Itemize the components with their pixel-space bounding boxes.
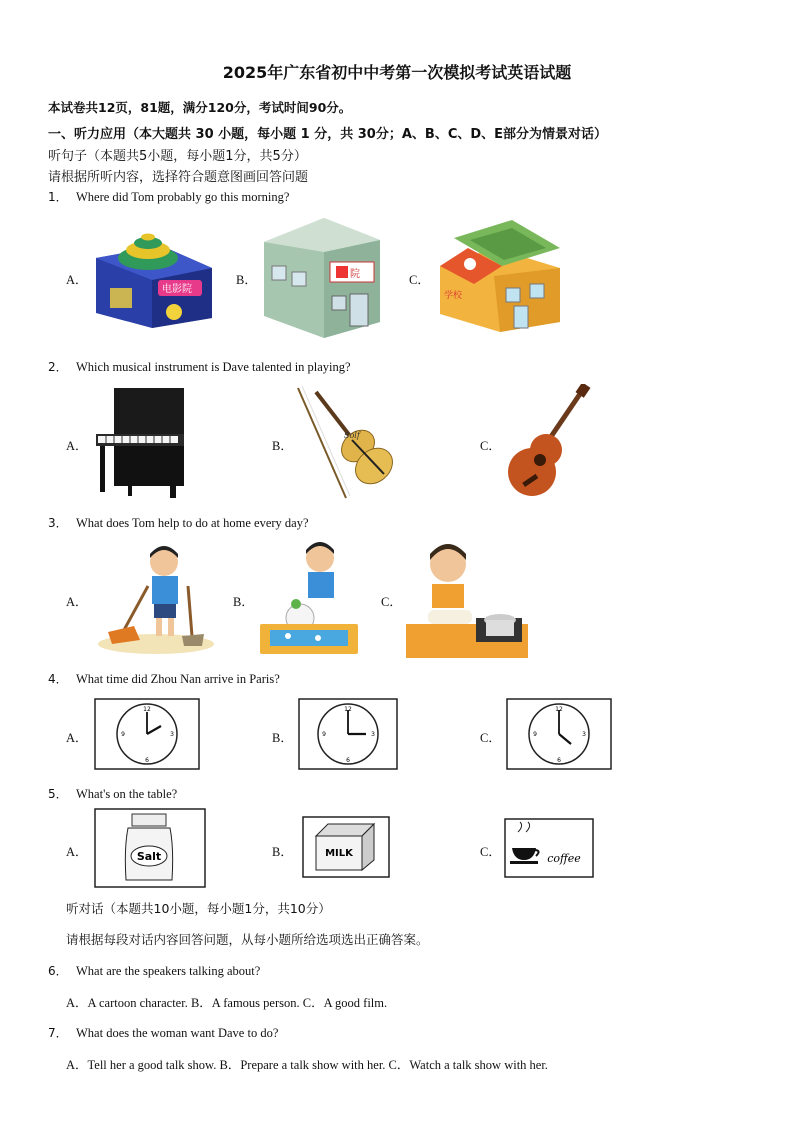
svg-text:3: 3: [170, 731, 174, 738]
q3-option-b-label[interactable]: B．: [233, 595, 254, 609]
q1-option-a-label[interactable]: A．: [66, 273, 88, 287]
svg-text:6: 6: [557, 757, 561, 764]
exam-meta: 本试卷共12页，81题，满分120分，考试时间90分。: [48, 100, 352, 115]
sweeping-boy-image[interactable]: [94, 540, 218, 658]
clock-b-image[interactable]: [298, 698, 398, 770]
svg-text:Salt: Salt: [136, 850, 162, 863]
q4-option-a-label[interactable]: A．: [66, 731, 88, 745]
svg-text:学校: 学校: [444, 291, 463, 301]
section-heading: 一、听力应用（本大题共 30 小题，每小题 1 分，共 30分；A、B、C、D、E部分为情景对话）: [48, 127, 608, 142]
q5-option-c-label[interactable]: C．: [480, 845, 501, 859]
q4-option-c-label[interactable]: C．: [480, 731, 501, 745]
question-6-options[interactable]: A．A cartoon character. B．A famous person. C．A good film.: [66, 996, 388, 1010]
q4-option-b-label[interactable]: B．: [272, 731, 293, 745]
q3-option-c-label[interactable]: C．: [381, 595, 402, 609]
salt-shaker-image[interactable]: [94, 808, 206, 888]
washing-dishes-boy-image[interactable]: [258, 540, 360, 658]
question-7: 7． What does the woman want Dave to do?: [48, 1026, 279, 1040]
part2-title: 听对话（本题共10小题，每小题1分，共10分）: [66, 901, 331, 916]
q2-option-c-label[interactable]: C．: [480, 439, 501, 453]
part1-title: 听句子（本题共5小题，每小题1分，共5分）: [48, 149, 307, 164]
svg-text:coffee: coffee: [547, 852, 581, 865]
svg-text:9: 9: [322, 731, 326, 738]
piano-image[interactable]: [92, 384, 190, 500]
q2-option-a-label[interactable]: A．: [66, 439, 88, 453]
svg-text:12: 12: [555, 706, 563, 713]
page-title: 2025年广东省初中中考第一次模拟考试英语试题: [222, 63, 572, 82]
part2-instruction: 请根据每段对话内容回答问题，从每小题所给选项选出正确答案。: [66, 932, 429, 947]
q3-option-a-label[interactable]: A．: [66, 595, 88, 609]
clock-c-image[interactable]: [506, 698, 612, 770]
svg-text:电影院: 电影院: [162, 284, 192, 295]
milk-carton-image[interactable]: [302, 816, 390, 878]
q1-option-b-label[interactable]: B．: [236, 273, 257, 287]
svg-text:6: 6: [346, 757, 350, 764]
cinema-building-image[interactable]: [92, 218, 218, 330]
question-2: 2． Which musical instrument is Dave talented in playing?: [48, 360, 351, 374]
svg-text:MILK: MILK: [325, 848, 353, 859]
violin-image[interactable]: [294, 384, 394, 502]
question-6: 6． What are the speakers talking about?: [48, 964, 261, 978]
svg-text:9: 9: [121, 731, 125, 738]
q5-option-a-label[interactable]: A．: [66, 845, 88, 859]
svg-text:3: 3: [371, 731, 375, 738]
q5-option-b-label[interactable]: B．: [272, 845, 293, 859]
svg-text:院: 院: [350, 269, 360, 280]
question-4: 4． What time did Zhou Nan arrive in Paris?: [48, 672, 280, 686]
guitar-image[interactable]: [502, 384, 592, 502]
question-3: 3． What does Tom help to do at home every day?: [48, 516, 309, 530]
part1-instruction: 请根据所听内容，选择符合题意图画回答问题: [48, 170, 309, 185]
clock-a-image[interactable]: [94, 698, 200, 770]
svg-text:3: 3: [582, 731, 586, 738]
q2-option-b-label[interactable]: B．: [272, 439, 293, 453]
q1-option-c-label[interactable]: C．: [409, 273, 430, 287]
cooking-boy-image[interactable]: [406, 540, 528, 658]
coffee-cup-image[interactable]: [504, 818, 594, 878]
question-7-options[interactable]: A．Tell her a good talk show. B．Prepare a talk show with her. C．Watch a talk show with her.: [66, 1058, 548, 1072]
school-building-image[interactable]: [434, 218, 566, 334]
svg-text:6: 6: [145, 757, 149, 764]
question-1: 1． Where did Tom probably go this morning?: [48, 190, 290, 204]
svg-text:Solf: Solf: [344, 431, 360, 440]
svg-text:9: 9: [533, 731, 537, 738]
svg-text:12: 12: [344, 706, 352, 713]
question-5: 5． What's on the table?: [48, 787, 178, 801]
svg-text:12: 12: [143, 706, 151, 713]
hospital-building-image[interactable]: [260, 212, 384, 340]
